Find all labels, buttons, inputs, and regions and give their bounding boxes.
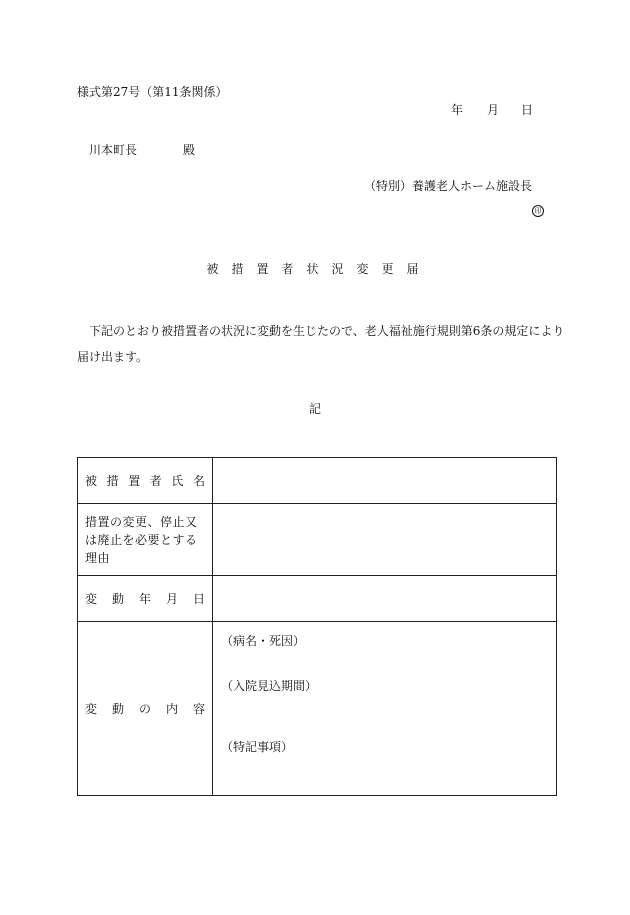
label-char: の: [138, 702, 151, 716]
info-table: [77, 457, 557, 796]
label-char: 変: [85, 592, 98, 606]
field-reason[interactable]: [213, 504, 557, 576]
label-reason: [78, 504, 213, 576]
label-change-content: [78, 622, 213, 796]
label-char: 月: [165, 592, 178, 606]
label-char: 氏: [171, 474, 184, 488]
table-row-person-name: [78, 458, 557, 504]
label-char: 置: [128, 474, 141, 488]
label-char: 内: [165, 702, 178, 716]
field-change-date[interactable]: [213, 576, 557, 622]
seal-mark-icon: 印: [532, 205, 544, 217]
label-reason-text: 措置の変更、停止又は廃止を必要とする理由: [85, 514, 198, 565]
table-row-change-content: [78, 622, 557, 796]
note-special: （特記事項）: [221, 740, 294, 754]
label-char: 日: [192, 592, 205, 606]
document-title: 被措置者状況変更届: [206, 262, 432, 276]
label-person-name: [78, 458, 213, 504]
field-change-content[interactable]: [213, 622, 557, 796]
label-char: 動: [111, 592, 124, 606]
label-char: 動: [111, 702, 124, 716]
date-day-label: 日: [521, 103, 534, 117]
label-char: 被: [85, 474, 98, 488]
label-char: 変: [85, 702, 98, 716]
note-hospital-period: （入院見込期間）: [221, 679, 318, 693]
sender-title: （特別）養護老人ホーム施設長: [364, 179, 533, 193]
table-row-change-date: [78, 576, 557, 622]
label-change-date: [78, 576, 213, 622]
date-month-label: 月: [487, 103, 500, 117]
body-paragraph: 下記のとおり被措置者の状況に変動を生じたので、老人福祉施行規則第6条の規定により届け出ます。: [77, 324, 565, 364]
label-char: 容: [192, 702, 205, 716]
label-char: 年: [138, 592, 151, 606]
label-char: 措: [106, 474, 119, 488]
field-person-name[interactable]: [213, 458, 557, 504]
label-char: 者: [149, 474, 162, 488]
note-cause: （病名・死因）: [221, 634, 306, 648]
label-char: 名: [192, 474, 205, 488]
date-year-label: 年: [451, 103, 464, 117]
table-row-reason: [78, 504, 557, 576]
addressee-honorific: 殿: [183, 143, 196, 157]
form-number: 様式第27号（第11条関係）: [77, 85, 228, 99]
ki-heading: 記: [308, 402, 321, 416]
addressee-name: 川本町長: [89, 143, 138, 157]
